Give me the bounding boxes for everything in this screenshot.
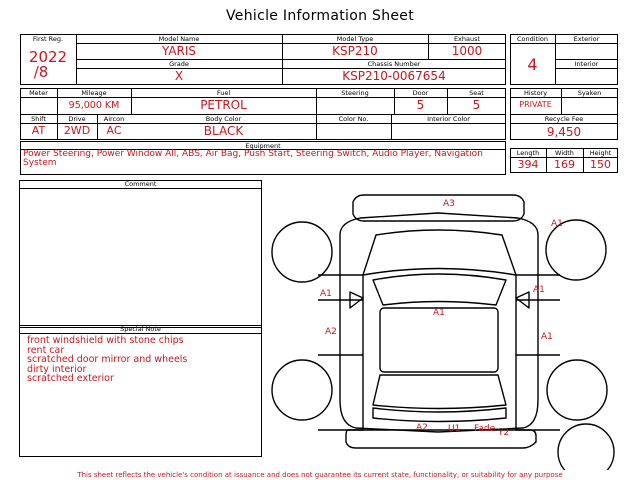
steering-label: Steering bbox=[341, 89, 369, 97]
body-color-label: Body Color bbox=[205, 115, 242, 123]
damage-mark-left-rear-door: A2 bbox=[325, 327, 337, 337]
color-no-label: Color No. bbox=[338, 115, 369, 123]
car-body-outline bbox=[340, 213, 538, 432]
seat-value: 5 bbox=[472, 98, 481, 112]
hood-outline bbox=[363, 230, 516, 275]
damage-mark-left-front-door: A1 bbox=[320, 289, 332, 299]
special-note-item: dirty interior bbox=[27, 363, 87, 375]
damage-mark-rear-bumper: A2 bbox=[416, 423, 428, 433]
model-name-label: Model Name bbox=[158, 35, 200, 43]
body-color-value: BLACK bbox=[203, 124, 244, 138]
shift-value: AT bbox=[31, 124, 46, 137]
damage-mark-roof: A1 bbox=[433, 308, 445, 318]
history-value: PRIVATE bbox=[519, 100, 552, 109]
model-type-value: KSP210 bbox=[332, 44, 378, 58]
interior-label: Interior bbox=[574, 60, 599, 68]
first-reg-year: 2022 bbox=[28, 48, 68, 66]
front-right-wheel bbox=[546, 220, 606, 280]
damage-mark-right-rear-door: A1 bbox=[541, 332, 553, 342]
mileage-label: Mileage bbox=[81, 89, 107, 97]
height-label: Height bbox=[589, 149, 612, 157]
first-reg-label: First Reg. bbox=[32, 35, 64, 43]
damage-mark-front-right-fender: A1 bbox=[551, 219, 563, 229]
chassis-number-label: Chassis Number bbox=[367, 60, 421, 68]
model-type-label: Model Type bbox=[336, 35, 374, 43]
special-note-label: Special Note bbox=[120, 325, 161, 333]
first-reg-month: /8 bbox=[33, 63, 49, 81]
length-value: 394 bbox=[517, 158, 539, 171]
drive-label: Drive bbox=[68, 115, 86, 123]
length-label: Length bbox=[516, 149, 540, 157]
special-note-item: scratched exterior bbox=[27, 373, 114, 384]
seat-label: Seat bbox=[469, 89, 484, 97]
damage-mark-rear-bumper: Y2 bbox=[498, 428, 510, 438]
drive-value: 2WD bbox=[63, 124, 91, 137]
interior-color-label: Interior Color bbox=[427, 115, 470, 123]
history-label: History bbox=[523, 89, 548, 97]
spare-tire bbox=[558, 424, 614, 470]
equipment-value: Power Steering, Power Window All, ABS, Air Bag, Push Start, Steering Switch, Audio Player, Navigation System bbox=[23, 149, 483, 168]
width-label: Width bbox=[555, 149, 574, 157]
height-value: 150 bbox=[590, 158, 611, 171]
door-label: Door bbox=[412, 89, 429, 97]
recycle-fee-label: Recycle Fee bbox=[544, 115, 584, 123]
grade-value: X bbox=[174, 69, 184, 83]
shift-label: Shift bbox=[31, 115, 46, 123]
damage-mark-front-bumper: A3 bbox=[443, 199, 455, 209]
damage-mark-rear-bumper: Fade bbox=[474, 424, 496, 434]
comment-label: Comment bbox=[124, 180, 157, 188]
rear-left-wheel bbox=[272, 360, 332, 420]
car-damage-diagram bbox=[268, 180, 626, 470]
exterior-label: Exterior bbox=[573, 35, 600, 43]
rear-window bbox=[373, 375, 506, 409]
exhaust-value: 1000 bbox=[451, 44, 483, 58]
condition-value: 4 bbox=[527, 55, 538, 74]
fuel-value: PETROL bbox=[200, 98, 247, 112]
aircon-label: Aircon bbox=[103, 115, 125, 123]
door-value: 5 bbox=[416, 98, 425, 112]
fuel-label: Fuel bbox=[216, 89, 231, 97]
disclaimer-text: This sheet reflects the vehicle's condition at issuance and does not guarantee its current state, functionality, or suitability for any purpose bbox=[77, 471, 563, 479]
width-value: 169 bbox=[554, 158, 575, 171]
recycle-fee-value: 9,450 bbox=[546, 125, 582, 139]
exhaust-label: Exhaust bbox=[453, 35, 481, 43]
front-windshield bbox=[373, 274, 506, 305]
front-left-wheel bbox=[272, 222, 332, 282]
rear-right-wheel bbox=[547, 360, 607, 420]
condition-label: Condition bbox=[516, 35, 549, 43]
special-note-list bbox=[27, 336, 259, 384]
syaken-label: Syaken bbox=[577, 89, 602, 97]
grade-label: Grade bbox=[169, 60, 189, 68]
mileage-value: 95,000 KM bbox=[68, 100, 120, 111]
meter-label: Meter bbox=[29, 89, 48, 97]
trunk bbox=[373, 408, 506, 422]
special-note-item: rent car bbox=[27, 344, 65, 356]
model-name-value: YARIS bbox=[161, 44, 197, 58]
damage-mark-right-front-door: A1 bbox=[533, 285, 545, 295]
page-title: Vehicle Information Sheet bbox=[226, 8, 414, 24]
special-note-item: front windshield with stone chips bbox=[27, 335, 184, 346]
chassis-number-value: KSP210-0067654 bbox=[342, 69, 446, 83]
damage-mark-rear-bumper: U1 bbox=[448, 424, 461, 434]
special-note-item: scratched door mirror and wheels bbox=[27, 354, 188, 365]
aircon-value: AC bbox=[106, 124, 122, 137]
equipment-label: Equipment bbox=[245, 142, 281, 150]
